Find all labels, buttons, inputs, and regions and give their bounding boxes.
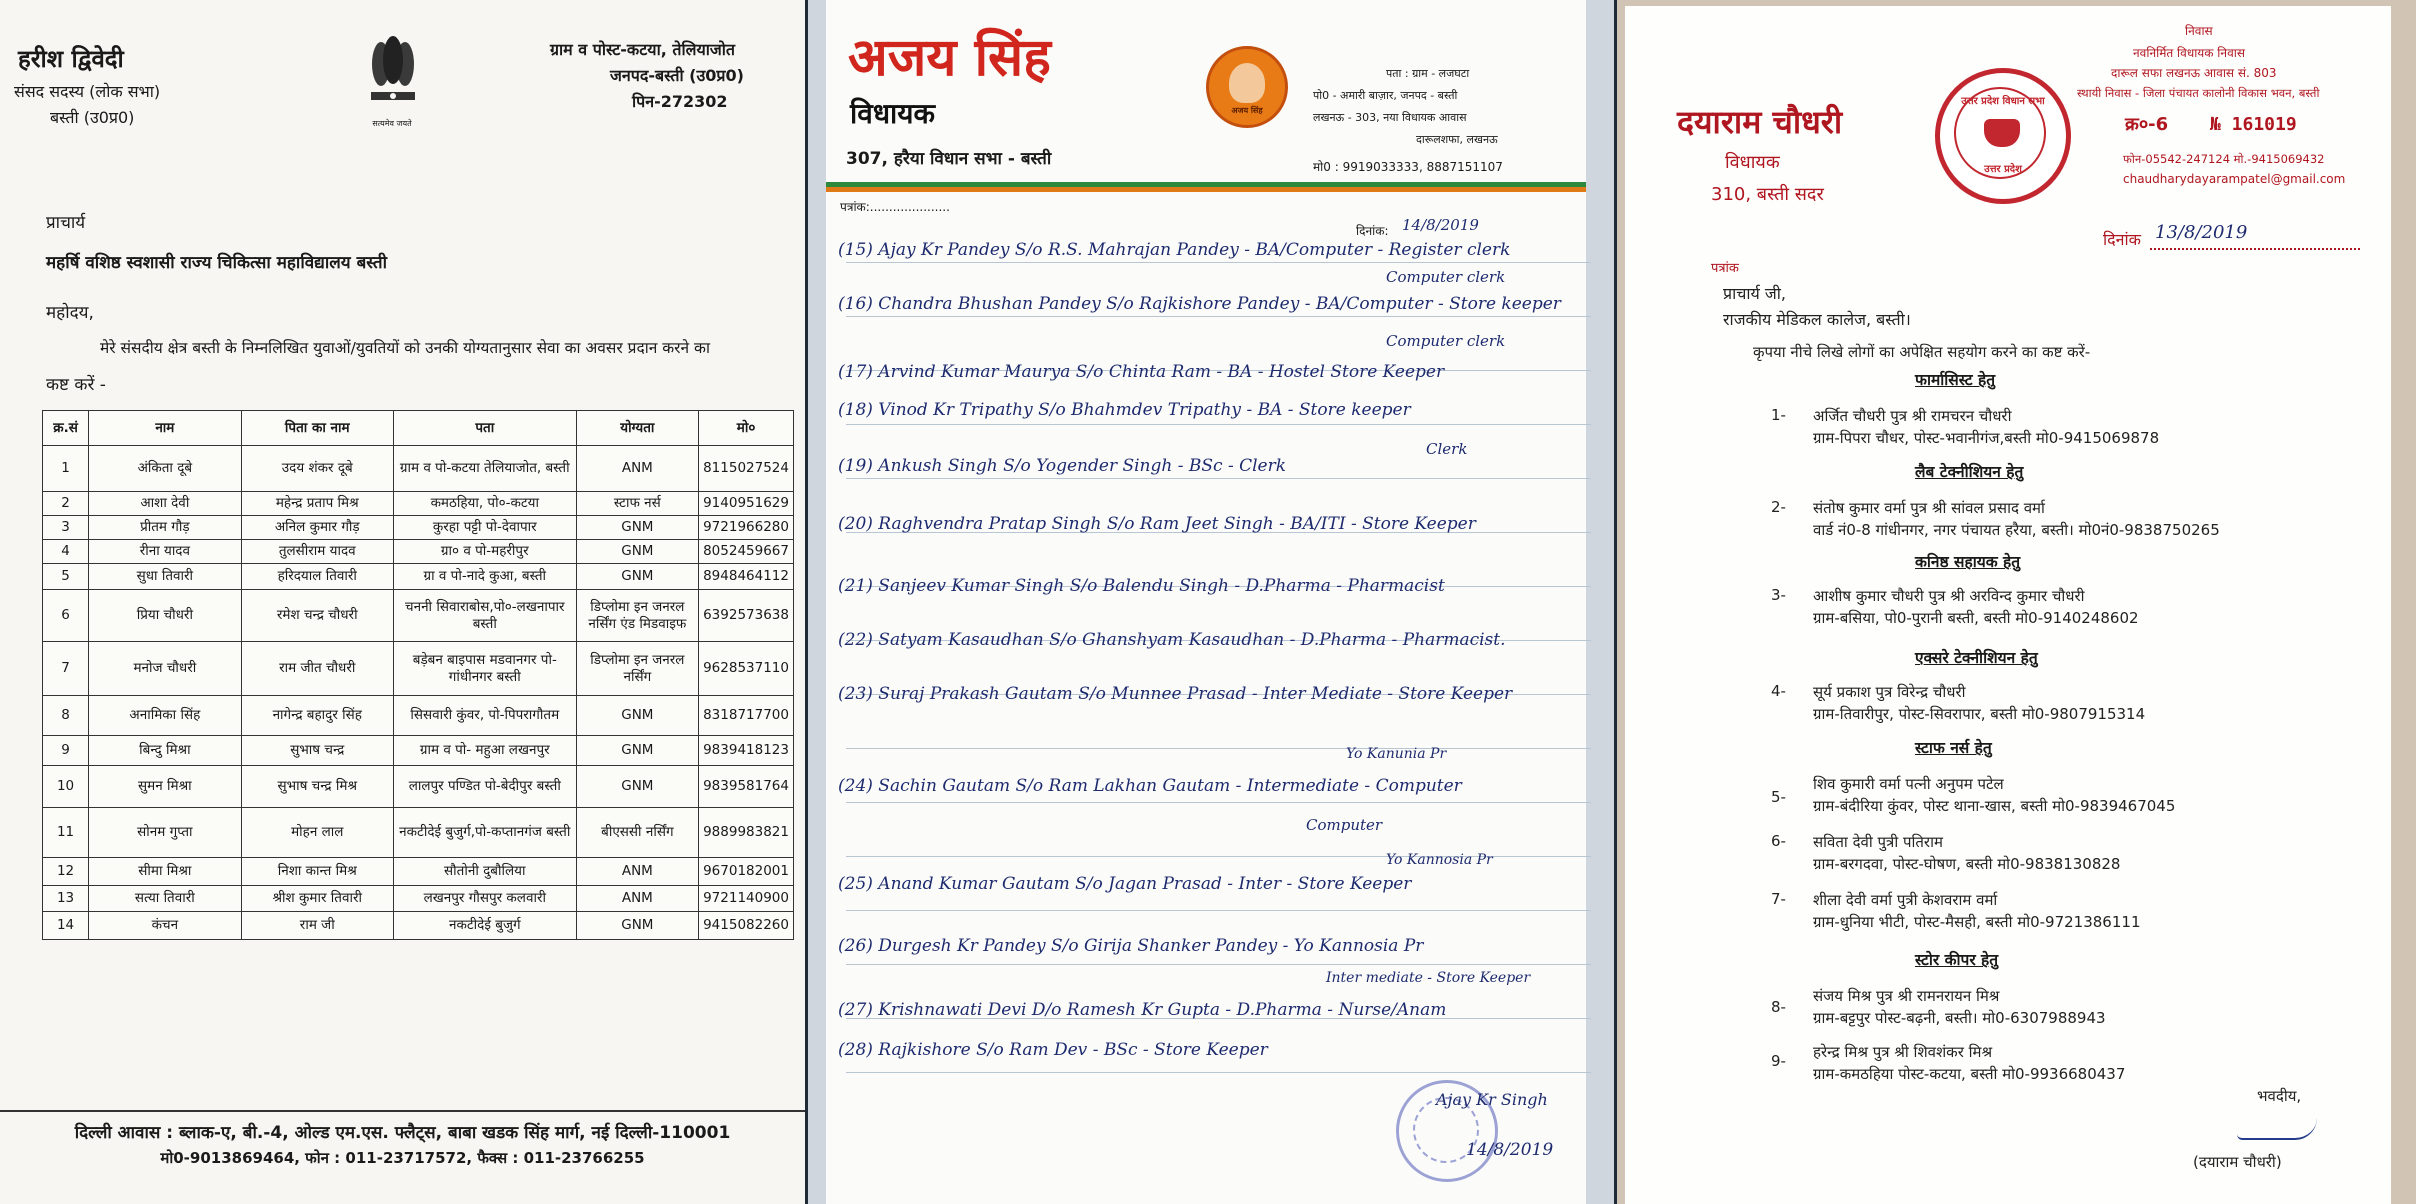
cell: प्रिया चौधरी (89, 590, 241, 642)
signature-scribble-icon (2237, 1118, 2317, 1140)
item-line-1: शीला देवी वर्मा पुत्री केशवराम वर्मा (1813, 891, 1998, 909)
table-row (43, 492, 794, 516)
footer-contact: मो0-9013869464, फोन : 011-23717572, फैक्स : 011-23766255 (160, 1149, 645, 1167)
hw-note: Computer (1306, 816, 1383, 834)
email: chaudharydayarampatel@gmail.com (2123, 172, 2346, 186)
item-line-2: ग्राम-धुनिया भीटी, पोस्ट-मैसही, बस्ती मो0-9721386111 (1813, 913, 2141, 931)
table-row (43, 808, 794, 858)
cell: ANM (576, 886, 699, 912)
cell: नकटीदेई बुजुर्ग,पो-कप्तानगंज बस्ती (393, 808, 576, 858)
hw-entry: (24) Sachin Gautam S/o Ram Lakhan Gautam - Intermediate - Computer (838, 776, 1462, 796)
cell: सुधा तिवारी (89, 564, 241, 590)
mla-title: विधायक (1725, 152, 1780, 173)
phone-line: मो0 : 9919033333, 8887151107 (1313, 160, 1503, 174)
seal-bottom-text: उत्तर प्रदेश (1984, 164, 2022, 175)
cell: राम जीत चौधरी (241, 642, 393, 696)
hw-entry: (20) Raghvendra Pratap Singh S/o Ram Jeet Singh - BA/ITI - Store Keeper (838, 514, 1476, 534)
cell: सौतोनी दुबौलिया (393, 858, 576, 886)
table-row (43, 516, 794, 540)
signer-name: (दयाराम चौधरी) (2193, 1153, 2282, 1171)
cell: मोहन लाल (241, 808, 393, 858)
mla-title: विधायक (850, 97, 936, 130)
ref-label: पत्रांक:..................... (840, 200, 950, 214)
item-no: 5- (1771, 788, 1786, 806)
mp-pin: पिन-272302 (632, 92, 728, 111)
item-line-2: ग्राम-बंदीरिया कुंवर, पोस्ट थाना-खास, बस्ती मो0-9839467045 (1813, 797, 2176, 815)
cell: 12 (43, 858, 89, 886)
cell: 5 (43, 564, 89, 590)
cell: 8115027524 (699, 446, 794, 492)
recipient: प्राचार्य (46, 213, 86, 233)
item-line-2: ग्राम-बसिया, पो0-पुरानी बस्ती, बस्ती मो0-9140248602 (1813, 609, 2139, 627)
cell: 3 (43, 516, 89, 540)
cell: 9839581764 (699, 766, 794, 808)
address-line-1: पता : ग्राम - लजघटा (1386, 67, 1470, 80)
section-heading: स्टाफ नर्स हेतु (1915, 739, 1992, 757)
hw-note: Computer clerk (1386, 268, 1506, 286)
item-line-1: आशीष कुमार चौधरी पुत्र श्री अरविन्द कुमार चौधरी (1813, 587, 2085, 605)
item-line-1: शिव कुमारी वर्मा पत्नी अनुपम पटेल (1813, 775, 2004, 793)
hw-entry: (15) Ajay Kr Pandey S/o R.S. Mahrajan Pandey - BA/Computer - Register clerk (838, 240, 1511, 260)
emblem-text: अजय सिंह (1231, 106, 1263, 115)
cell: ग्रा व पो-नादे कुआ, बस्ती (393, 564, 576, 590)
table-row (43, 564, 794, 590)
cell: 9140951629 (699, 492, 794, 516)
cell: GNM (576, 736, 699, 766)
letter-panel-harish-dwivedi (0, 0, 805, 1204)
cell: सीमा मिश्रा (89, 858, 241, 886)
residence-label: निवास (2185, 24, 2213, 38)
mp-designation: संसद सदस्य (लोक सभा) (14, 82, 161, 101)
intro: कृपया नीचे लिखे लोगों का अपेक्षित सहयोग करने का कष्ट करें- (1753, 343, 2091, 361)
handwritten-sheet (826, 0, 1586, 1204)
cell: नकटीदेई बुजुर्ग (393, 912, 576, 940)
col-mobile: मो० (699, 411, 794, 446)
table-row (43, 696, 794, 736)
cell: उदय शंकर दूबे (241, 446, 393, 492)
cell: 7 (43, 642, 89, 696)
mp-address-line1: ग्राम व पोस्ट-कटया, तेलियाजोत (550, 40, 736, 59)
cell: कुरहा पट्टी पो-देवापार (393, 516, 576, 540)
hw-entry: (19) Ankush Singh S/o Yogender Singh - BSc - Clerk (838, 456, 1287, 476)
residence-line-1: नवनिर्मित विधायक निवास (2133, 46, 2245, 60)
hw-entry: (16) Chandra Bhushan Pandey S/o Rajkishore Pandey - BA/Computer - Store keeper (838, 294, 1561, 314)
cell: सुमन मिश्रा (89, 766, 241, 808)
cell: 9721966280 (699, 516, 794, 540)
item-line-2: ग्राम-बट्टपुर पोस्ट-बढ़नी, बस्ती। मो0-6307988943 (1813, 1009, 2106, 1027)
cell: ग्राम व पो-कटया तेलियाजोत, बस्ती (393, 446, 576, 492)
cell: 9889983821 (699, 808, 794, 858)
recipient: प्राचार्य जी, (1723, 284, 1787, 303)
cell: श्रीश कुमार तिवारी (241, 886, 393, 912)
item-line-1: सूर्य प्रकाश पुत्र विरेन्द्र चौधरी (1813, 683, 1966, 701)
footer-divider (0, 1110, 805, 1112)
cell: बीएससी नर्सिंग (576, 808, 699, 858)
cell: ANM (576, 858, 699, 886)
col-serial: क्र.सं (43, 411, 89, 446)
cell: राम जी (241, 912, 393, 940)
closing: भवदीय, (2257, 1087, 2302, 1105)
cell: रमेश चन्द्र चौधरी (241, 590, 393, 642)
cell: बड़ेबन बाइपास मडवानगर पो-गांधीनगर बस्ती (393, 642, 576, 696)
constituency: 310, बस्ती सदर (1711, 184, 1824, 205)
cell: सुभाष चन्द्र मिश्र (241, 766, 393, 808)
item-line-1: हरेन्द्र मिश्र पुत्र श्री शिवशंकर मिश्र (1813, 1043, 1993, 1061)
cell: महेन्द्र प्रताप मिश्र (241, 492, 393, 516)
cell: कंचन (89, 912, 241, 940)
letter-panel-ajay-singh (808, 0, 1614, 1204)
cell: सोनम गुप्ता (89, 808, 241, 858)
section-heading: स्टोर कीपर हेतु (1915, 951, 1999, 969)
hw-entry: (18) Vinod Kr Tripathy S/o Bhahmdev Tripathy - BA - Store keeper (838, 400, 1411, 420)
cell: अंकिता दूबे (89, 446, 241, 492)
table-row (43, 642, 794, 696)
serial-number: № 161019 (2210, 114, 2297, 135)
cell: कमठहिया, पो०-कटया (393, 492, 576, 516)
mla-name: दयाराम चौधरी (1677, 103, 1843, 141)
cell: 9670182001 (699, 858, 794, 886)
cell: GNM (576, 564, 699, 590)
cell: लखनपुर गौसपुर कलवारी (393, 886, 576, 912)
cell: अनिल कुमार गौड़ (241, 516, 393, 540)
hw-note: Yo Kannosia Pr (1386, 852, 1493, 868)
footer-address: दिल्ली आवास : ब्लाक-ए, बी.-4, ओल्ड एम.एस. फ्लैट्स, बाबा खडक सिंह मार्ग, नई दिल्ली-110001 (74, 1123, 731, 1143)
cell: 6392573638 (699, 590, 794, 642)
item-no: 2- (1771, 498, 1786, 516)
item-no: 4- (1771, 682, 1786, 700)
cell: 13 (43, 886, 89, 912)
party-emblem-icon (1206, 46, 1288, 128)
cell: 8318717700 (699, 696, 794, 736)
cell: 2 (43, 492, 89, 516)
mp-name: हरीश द्विवेदी (18, 45, 124, 73)
item-no: 7- (1771, 890, 1786, 908)
cell: 9 (43, 736, 89, 766)
hw-note: Computer clerk (1386, 332, 1506, 350)
ashoka-emblem-icon (365, 34, 421, 120)
section-heading: फार्मासिस्ट हेतु (1915, 371, 1996, 389)
cell: डिप्लोमा इन जनरल नर्सिंग एंड मिडवाइफ (576, 590, 699, 642)
item-line-2: ग्राम-पिपरा चौधर, पोस्ट-भवानीगंज,बस्ती मो0-9415069878 (1813, 429, 2160, 447)
table-row (43, 540, 794, 564)
cell: डिप्लोमा इन जनरल नर्सिंग (576, 642, 699, 696)
cell: सत्या तिवारी (89, 886, 241, 912)
emblem-caption: सत्यमेव जयते (372, 119, 412, 128)
item-line-1: संतोष कुमार वर्मा पुत्र श्री सांवल प्रसाद वर्मा (1813, 499, 2045, 517)
cell: सिसवारी कुंवर, पो-पिपरागौतम (393, 696, 576, 736)
college-name: महर्षि वशिष्ठ स्वशासी राज्य चिकित्सा महाविद्यालय बस्ती (46, 253, 387, 273)
candidate-table (42, 410, 794, 940)
cell: स्टाफ नर्स (576, 492, 699, 516)
vidhan-sabha-seal-icon (1935, 68, 2071, 204)
item-line-1: अर्जित चौधरी पुत्र श्री रामचरन चौधरी (1813, 407, 2012, 425)
col-qualification: योग्यता (576, 411, 699, 446)
mp-district: बस्ती (उ0प्र0) (50, 108, 135, 127)
item-no: 3- (1771, 586, 1786, 604)
cell: 9839418123 (699, 736, 794, 766)
cell: 9721140900 (699, 886, 794, 912)
date-handwritten: 13/8/2019 (2155, 222, 2248, 243)
item-line-2: ग्राम-तिवारीपुर, पोस्ट-सिवरापार, बस्ती मो0-9807915314 (1813, 705, 2146, 723)
hw-entry: (27) Krishnawati Devi D/o Ramesh Kr Gupta - D.Pharma - Nurse/Anam (838, 1000, 1447, 1020)
item-no: 6- (1771, 832, 1786, 850)
date-handwritten: 14/8/2019 (1402, 216, 1479, 234)
cell: GNM (576, 912, 699, 940)
body-line-1: मेरे संसदीय क्षेत्र बस्ती के निम्नलिखित युवाओं/युवतियों को उनकी योग्यतानुसार सेवा का अवसर प्रदान करने का (100, 339, 710, 357)
cell: 9628537110 (699, 642, 794, 696)
hw-entry: (22) Satyam Kasaudhan S/o Ghanshyam Kasaudhan - D.Pharma - Pharmacist. (838, 630, 1506, 650)
item-line-1: सविता देवी पुत्री पतिराम (1813, 833, 1943, 851)
cell: GNM (576, 516, 699, 540)
cell: 8052459667 (699, 540, 794, 564)
salutation: महोदय, (46, 303, 94, 323)
table-row (43, 912, 794, 940)
cell: 1 (43, 446, 89, 492)
cell: अनामिका सिंह (89, 696, 241, 736)
cell: 8 (43, 696, 89, 736)
address-line-4: दारूलशफा, लखनऊ (1416, 133, 1498, 146)
table-row (43, 858, 794, 886)
cell: आशा देवी (89, 492, 241, 516)
mp-address-line2: जनपद-बस्ती (उ0प्र0) (610, 66, 744, 85)
signature: Ajay Kr Singh (1436, 1090, 1548, 1109)
cell: लालपुर पण्डित पो-बेदीपुर बस्ती (393, 766, 576, 808)
table-row (43, 766, 794, 808)
cell: 9415082260 (699, 912, 794, 940)
item-no: 9- (1771, 1052, 1786, 1070)
table-row (43, 886, 794, 912)
constituency: 307, हरैया विधान सभा - बस्ती (846, 149, 1052, 169)
col-father: पिता का नाम (241, 411, 393, 446)
residence-line-3: स्थायी निवास - जिला पंचायत कालोनी विकास भवन, बस्ती (2077, 86, 2320, 100)
serial-prefix: क्र०-6 (2125, 114, 2169, 135)
contact-line: फोन-05542-247124 मो.-9415069432 (2123, 152, 2325, 166)
cell: तुलसीराम यादव (241, 540, 393, 564)
cell: हरिदयाल तिवारी (241, 564, 393, 590)
hw-entry: (26) Durgesh Kr Pandey S/o Girija Shanker Pandey - Yo Kannosia Pr (838, 936, 1424, 956)
col-address: पता (393, 411, 576, 446)
hw-note: Yo Kanunia Pr (1346, 746, 1447, 762)
section-heading: एक्सरे टेक्नीशियन हेतु (1915, 649, 2038, 667)
cell: निशा कान्त मिश्र (241, 858, 393, 886)
date-underline (2150, 248, 2360, 250)
hw-note: Clerk (1426, 440, 1468, 458)
hw-entry: (25) Anand Kumar Gautam S/o Jagan Prasad - Inter - Store Keeper (838, 874, 1412, 894)
cell: चननी सिवाराबोस,पो०-लखनापार बस्ती (393, 590, 576, 642)
cell: मनोज चौधरी (89, 642, 241, 696)
mla-name: अजय सिंह (848, 27, 1051, 88)
hw-entry: (28) Rajkishore S/o Ram Dev - BSc - Store Keeper (838, 1040, 1268, 1060)
section-heading: लैब टेक्नीशियन हेतु (1915, 463, 2024, 481)
hw-entry: (17) Arvind Kumar Maurya S/o Chinta Ram - BA - Hostel Store Keeper (838, 362, 1445, 382)
cell: 10 (43, 766, 89, 808)
cell: 6 (43, 590, 89, 642)
sign-date: 14/8/2019 (1466, 1140, 1554, 1160)
cell: GNM (576, 766, 699, 808)
college-name: राजकीय मेडिकल कालेज, बस्ती। (1723, 310, 1911, 329)
residence-line-2: दारूल सफा लखनऊ आवास सं. 803 (2111, 66, 2277, 80)
item-line-1: संजय मिश्र पुत्र श्री रामनरायन मिश्र (1813, 987, 2000, 1005)
hw-entry: (23) Suraj Prakash Gautam S/o Munnee Prasad - Inter Mediate - Store Keeper (838, 684, 1513, 704)
table-row (43, 446, 794, 492)
header-stripe (826, 182, 1586, 192)
body-line-2: कष्ट करें - (46, 375, 106, 395)
cell: 8948464112 (699, 564, 794, 590)
item-no: 8- (1771, 998, 1786, 1016)
seal-top-text: उत्तर प्रदेश विधान सभा (1961, 96, 2045, 107)
cell: 4 (43, 540, 89, 564)
col-name: नाम (89, 411, 241, 446)
cell: ग्रा० व पो-महरीपुर (393, 540, 576, 564)
cell: बिन्दु मिश्रा (89, 736, 241, 766)
hw-entry: (21) Sanjeev Kumar Singh S/o Balendu Singh - D.Pharma - Pharmacist (838, 576, 1445, 596)
date-label: दिनांक (2103, 230, 2141, 249)
ref-label: पत्रांक (1711, 261, 1739, 276)
item-line-2: ग्राम-बरगदवा, पोस्ट-घोषण, बस्ती मो0-9838130828 (1813, 855, 2121, 873)
cell: रीना यादव (89, 540, 241, 564)
section-heading: कनिष्ठ सहायक हेतु (1915, 553, 2021, 571)
letter-sheet (1625, 6, 2391, 1204)
cell: ग्राम व पो- महुआ लखनपुर (393, 736, 576, 766)
item-no: 1- (1771, 406, 1786, 424)
address-line-2: पो0 - अमारी बाज़ार, जनपद - बस्ती (1313, 89, 1458, 102)
cell: सुभाष चन्द्र (241, 736, 393, 766)
cell: 11 (43, 808, 89, 858)
cell: ANM (576, 446, 699, 492)
table-row (43, 736, 794, 766)
item-line-2: ग्राम-कमठहिया पोस्ट-कटया, बस्ती मो0-9936680437 (1813, 1065, 2126, 1083)
cell: GNM (576, 540, 699, 564)
address-line-3: लखनऊ - 303, नया विधायक आवास (1313, 111, 1467, 124)
cell: 14 (43, 912, 89, 940)
cell: GNM (576, 696, 699, 736)
hw-note: Inter mediate - Store Keeper (1326, 970, 1531, 986)
cell: नागेन्द्र बहादुर सिंह (241, 696, 393, 736)
table-row (43, 590, 794, 642)
cell: प्रीतम गौड़ (89, 516, 241, 540)
table-header-row (43, 411, 794, 446)
item-line-2: वार्ड नं0-8 गांधीनगर, नगर पंचायत हरैया, बस्ती। मो0नं0-9838750265 (1813, 521, 2220, 539)
date-label: दिनांक: (1356, 224, 1389, 238)
letter-panel-dayaram-chaudhary (1617, 0, 2416, 1204)
